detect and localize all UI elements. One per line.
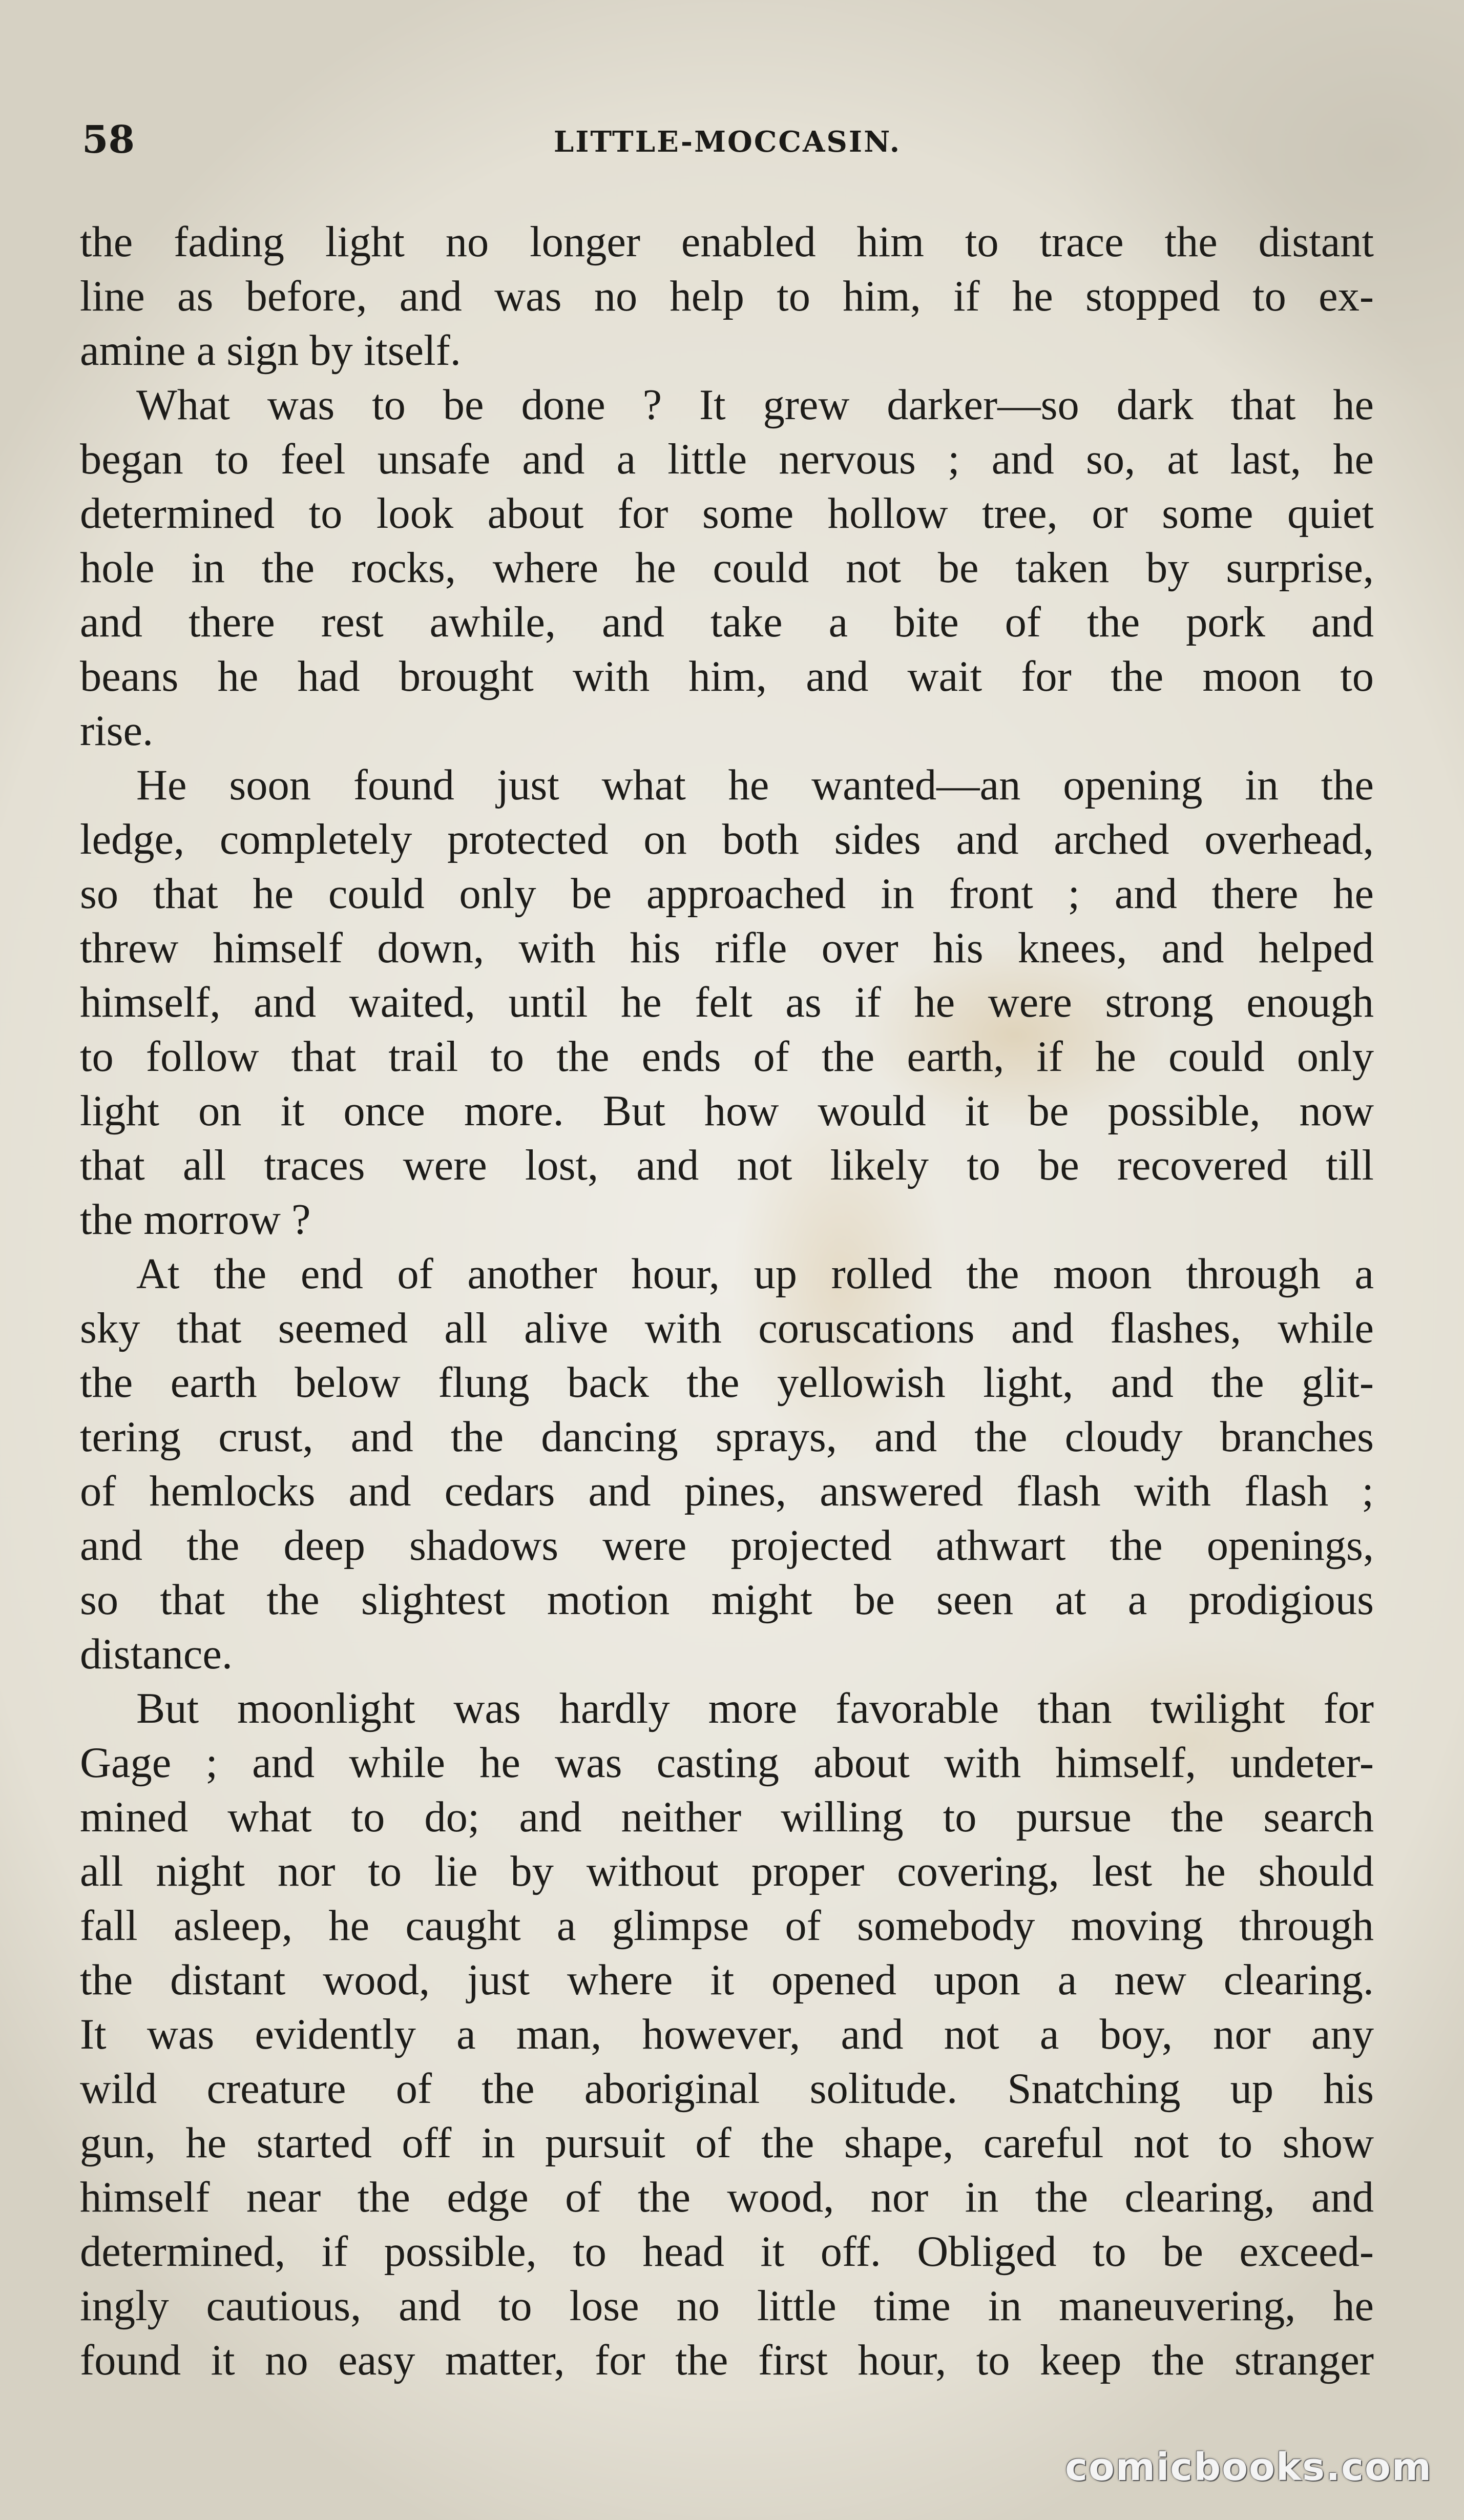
text-line: amine a sign by itself. [80,327,461,375]
text-line: the morrow ? [80,1196,311,1244]
text-line: found it no easy matter, for the first hour, to keep the stranger [80,2337,1374,2384]
paragraph [80,215,1374,378]
watermark: comicbooks.com [1065,2445,1432,2489]
text-line: beans he had brought with him, and wait for the moon to [80,653,1374,700]
text-line: the earth below flung back the yellowish light, and the glit- [80,1359,1374,1407]
text-line: wild creature of the aboriginal solitude. Snatching up his [80,2065,1374,2113]
text-line: of hemlocks and cedars and pines, answered flash with flash ; [80,1468,1374,1515]
text-line: What was to be done ? It grew darker—so dark that he [136,381,1374,429]
text-line: rise. [80,707,154,755]
paragraph [80,1682,1374,2388]
text-line: mined what to do; and neither willing to pursue the search [80,1793,1374,1841]
text-line: distance. [80,1630,233,1678]
page-header [82,118,1373,164]
text-line: At the end of another hour, up rolled the moon through a [136,1250,1374,1298]
text-line: tering crust, and the dancing sprays, and the cloudy branches [80,1413,1374,1461]
text-line: threw himself down, with his rifle over his knees, and helped [80,924,1374,972]
text-line: gun, he started off in pursuit of the shape, careful not to show [80,2119,1374,2167]
text-line: to follow that trail to the ends of the earth, if he could only [80,1033,1374,1081]
text-line: ingly cautious, and to lose no little time in maneuvering, he [80,2282,1374,2330]
text-line: that all traces were lost, and not likely to be recovered till [80,1142,1374,1189]
paragraph [80,378,1374,758]
paragraph [80,758,1374,1247]
text-line: began to feel unsafe and a little nervous ; and so, at last, he [80,436,1374,483]
text-line: the fading light no longer enabled him to trace the distant [80,218,1374,266]
text-line: determined, if possible, to head it off. Obliged to be exceed- [80,2228,1374,2276]
text-line: fall asleep, he caught a glimpse of somebody moving through [80,1902,1374,1950]
text-line: determined to look about for some hollow tree, or some quiet [80,490,1374,538]
text-line: so that the slightest motion might be seen at a prodigious [80,1576,1374,1624]
text-line: But moonlight was hardly more favorable than twilight for [136,1685,1374,1732]
text-line: Gage ; and while he was casting about with himself, undeter- [80,1739,1374,1787]
paragraph [80,1247,1374,1682]
text-line: and the deep shadows were projected athwart the openings, [80,1522,1374,1569]
text-line: It was evidently a man, however, and not a boy, nor any [80,2011,1374,2058]
text-line: all night nor to lie by without proper covering, lest he should [80,1848,1374,1895]
text-line: light on it once more. But how would it be possible, now [80,1087,1374,1135]
text-line: so that he could only be approached in front ; and there he [80,870,1374,918]
text-line: himself near the edge of the wood, nor in the clearing, and [80,2174,1374,2221]
text-line: line as before, and was no help to him, if he stopped to ex- [80,273,1374,320]
text-line: He soon found just what he wanted—an opening in the [136,761,1374,809]
text-line: the distant wood, just where it opened upon a new clearing. [80,1956,1374,2004]
body-text [80,215,1374,2388]
text-line: and there rest awhile, and take a bite of the pork and [80,598,1374,646]
page-number: 58 [82,118,135,162]
text-line: sky that seemed all alive with coruscations and flashes, while [80,1305,1374,1352]
text-line: hole in the rocks, where he could not be taken by surprise, [80,544,1374,592]
text-line: himself, and waited, until he felt as if he were strong enough [80,979,1374,1026]
running-title: LITTLE-MOCCASIN. [553,125,902,159]
text-line: ledge, completely protected on both sides and arched overhead, [80,816,1374,863]
